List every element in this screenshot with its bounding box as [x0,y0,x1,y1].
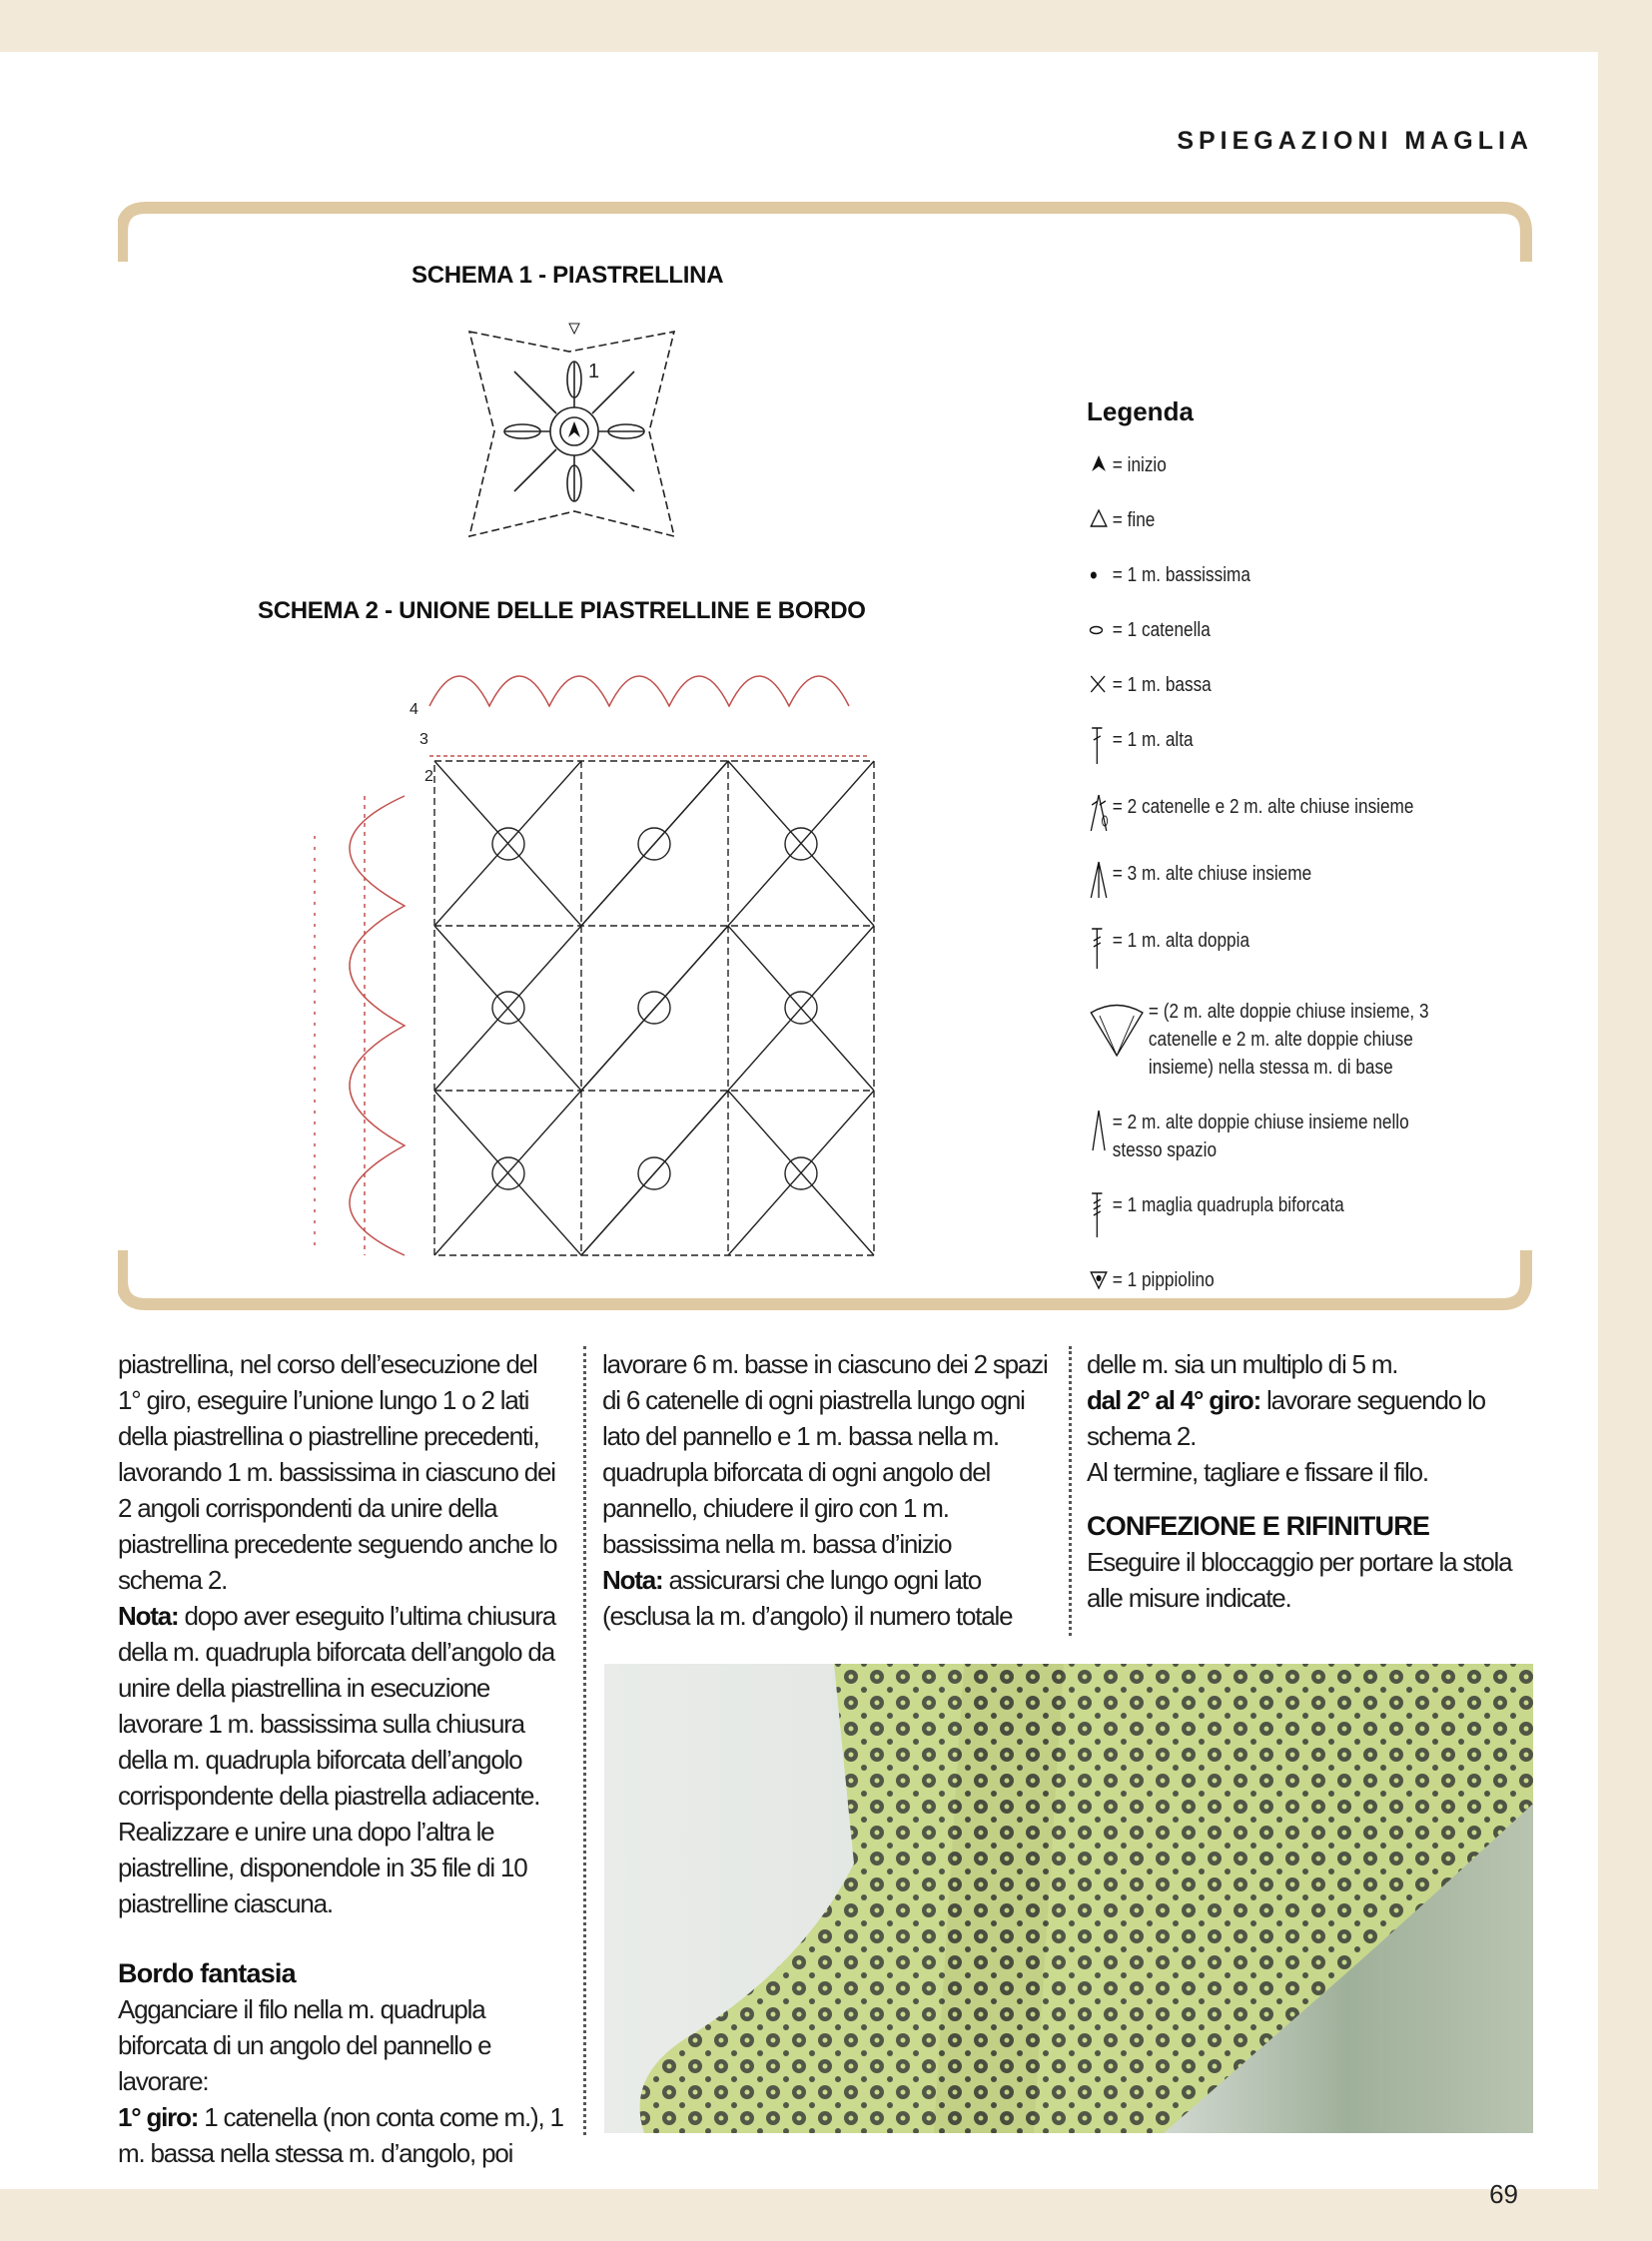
nota-text: assicurarsi che lungo ogni lato (esclusa la m. d’angolo) il numero totale [602,1565,1013,1631]
legend [1087,396,1506,1321]
chain2-dc2-together-icon [1087,793,1111,833]
schema2-diagram [255,646,884,1260]
legend-text: = 1 m. alta [1112,729,1194,751]
legend-item [1087,451,1447,479]
section-label: SPIEGAZIONI MAGLIA [1177,127,1533,155]
schema2-title: SCHEMA 2 - UNIONE DELLE PIASTRELLINE E BORDO [258,597,866,624]
schema1-title: SCHEMA 1 - PIASTRELLINA [412,262,724,289]
legend-item [1087,793,1447,833]
legend-item [1087,561,1447,589]
column3-paragraph-2: Al termine, tagliare e fissare il filo. [1087,1457,1428,1487]
column2-nota [602,1562,1052,1634]
legend-text: = inizio [1112,454,1167,476]
end-triangle-icon [1087,506,1111,530]
giro-text: 1 catenella (non conta come m.), 1 m. bassa nella stessa m. d’angolo, poi [118,2102,563,2168]
legend-text: = 1 maglia quadrupla biforcata [1112,1194,1344,1216]
text-column-1 [118,1346,565,2171]
legend-title: Legenda [1087,396,1194,426]
legend-text: = 2 catenelle e 2 m. alte chiuse insieme [1112,796,1414,818]
slip-stitch-dot-icon [1087,561,1111,585]
legend-text: = 1 m. alta doppia [1112,930,1250,952]
column3-paragraph: delle m. sia un multiplo di 5 m. [1087,1349,1398,1379]
legend-text: = fine [1112,509,1156,531]
nota-label: Nota: [602,1565,663,1595]
schema1-diagram [464,322,684,541]
nota-label: Nota: [118,1601,179,1631]
legend-item [1087,1191,1447,1239]
magazine-page [0,52,1598,2209]
column1-paragraph-2: Agganciare il filo nella m. quadrupla biforcata di un angolo del pannello e lavorare: [118,1994,491,2096]
legend-text: = 3 m. alte chiuse insieme [1112,863,1312,885]
treble-crochet-icon [1087,927,1111,971]
column1-nota [118,1598,565,1921]
start-arrow-icon [1087,451,1111,475]
column3-paragraph-3: Eseguire il bloccaggio per portare la stola alle misure indicate. [1087,1547,1512,1613]
legend-item [1087,616,1447,644]
forked-quadruple-icon [1087,1191,1111,1239]
legend-text: = 1 m. bassissima [1112,564,1250,586]
tr2-together-icon [1087,1109,1111,1152]
nota-text: dopo aver eseguito l’ultima chiusura della m. quadrupla biforcata dell’angolo da unire della piastrellina in esecuzione lavorare 1 m. bassissima sulla chiusura della m. quadrupla biforcata dell’angolo corrispondente della piastrella adiacente. Realizzare e unire una dopo l’altra le piastrelline, disponendole in 35 file di 10 piastrelline ciascuna. [118,1601,556,1918]
legend-text: = 1 pippiolino [1112,1269,1215,1291]
legend-item [1087,927,1447,971]
giro-text: lavorare seguendo lo schema 2. [1087,1385,1485,1451]
schema2-round-label-3: 3 [419,731,428,748]
legend-item [1087,998,1447,1082]
legend-item [1087,671,1447,699]
single-crochet-x-icon [1087,671,1111,695]
chain-oval-icon [1087,616,1111,640]
legend-text: = 1 catenella [1112,619,1211,641]
double-crochet-icon [1087,726,1111,766]
giro-label: 1° giro: [118,2102,199,2132]
text-column-2 [602,1346,1052,1634]
schema1-round-label: 1 [588,361,600,382]
schema2-round-label-4: 4 [410,701,418,718]
column3-giro [1087,1382,1536,1454]
legend-text: = (2 m. alte doppie chiuse insieme, 3 catenelle e 2 m. alte doppie chiuse insieme) nella stessa m. di base [1148,1001,1429,1079]
schema2-round-label-2: 2 [424,768,433,785]
legend-item [1087,1109,1447,1164]
stole-photo [604,1664,1533,2133]
picot-icon [1087,1266,1111,1290]
column1-giro [118,2099,565,2171]
text-column-3 [1087,1346,1536,1616]
column-divider [583,1346,586,2135]
legend-item [1087,860,1447,900]
dc3-together-icon [1087,860,1111,900]
legend-text: = 1 m. bassa [1112,674,1212,696]
legend-item [1087,1266,1447,1294]
bordo-heading: Bordo fantasia [118,1958,296,1988]
column-divider [1069,1346,1072,1636]
confezione-heading: CONFEZIONE E RIFINITURE [1087,1511,1430,1541]
legend-text: = 2 m. alte doppie chiuse insieme nello stesso spazio [1112,1112,1409,1161]
column2-paragraph: lavorare 6 m. basse in ciascuno dei 2 spazi di 6 catenelle di ogni piastrella lungo ogni lato del pannello e 1 m. bassa nella m. quadrupla biforcata di ogni angolo del pannello, chiudere il giro con 1 m. bassissima nella m. bassa d’inizio [602,1349,1048,1559]
cluster-shell-icon [1087,998,1147,1058]
page-number: 69 [1489,2179,1518,2209]
giro-label: dal 2° al 4° giro: [1087,1385,1261,1415]
column1-paragraph: piastrellina, nel corso dell’esecuzione del 1° giro, eseguire l’unione lungo 1 o 2 lati della piastrellina o piastrelline precedenti, lavorando 1 m. bassissima in ciascuno dei 2 angoli corrispondenti da unire della piastrellina precedente seguendo anche lo schema 2. [118,1349,557,1595]
legend-item [1087,726,1447,766]
legend-item [1087,506,1447,534]
